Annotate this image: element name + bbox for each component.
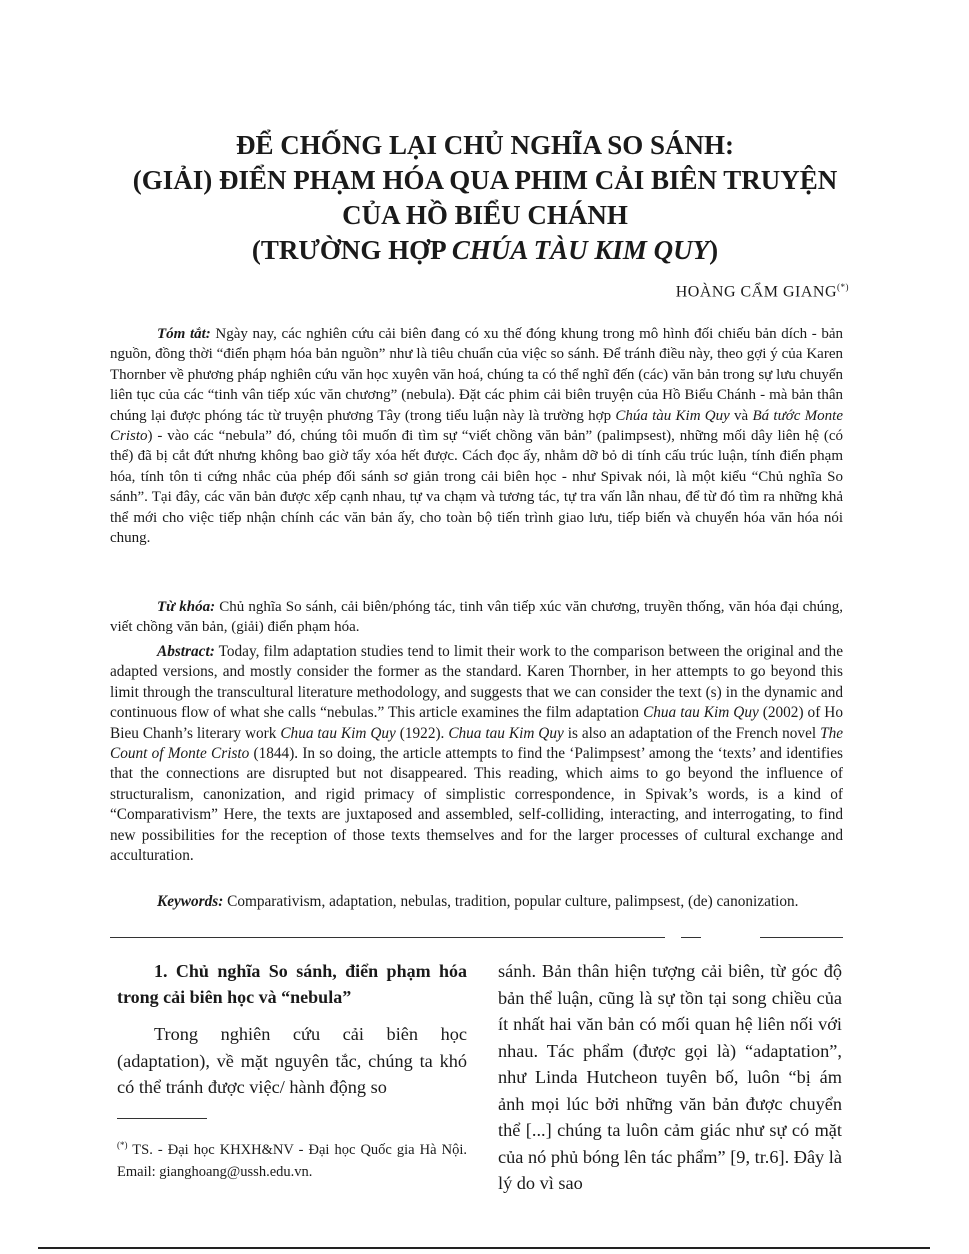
footnote-mark: (*) xyxy=(117,1140,128,1150)
separator-line-2 xyxy=(681,937,701,938)
en-abstract-italic-4: The Count of Monte Cristo xyxy=(110,724,844,763)
footnote-text: TS. - Đại học KHXH&NV - Đại học Quốc gia Hà Nội. Email: gianghoang@ussh.edu.vn. xyxy=(117,1141,467,1180)
en-keywords-text: Comparativism, adaptation, nebulas, tradition, popular culture, palimpsest, (de) canonization. xyxy=(223,893,799,910)
title-line-4-prefix: (TRƯỜNG HỢP xyxy=(251,235,452,265)
en-abstract-text-4: is also an adaptation of the French novel xyxy=(563,724,821,742)
left-column-body: Trong nghiên cứu cải biên học (adaptation), về mặt nguyên tắc, chúng ta khó có thể tránh được việc/ hành động so xyxy=(117,1024,467,1097)
english-keywords xyxy=(110,892,843,912)
en-keywords-label: Keywords: xyxy=(157,893,224,910)
en-abstract-text-3: (1922). xyxy=(395,724,449,742)
title-line-1: ĐỂ CHỐNG LẠI CHỦ NGHĨA SO SÁNH: xyxy=(235,130,735,160)
article-title xyxy=(120,128,850,268)
right-column xyxy=(498,958,842,1197)
author-line xyxy=(676,282,849,301)
vi-abstract-text-2: và xyxy=(729,407,753,424)
vi-abstract-text-1: Ngày nay, các nghiên cứu cải biên đang có xu thế đóng khung trong mô hình đối chiếu bản dích - bản nguồn, đồng thời “điển phạm hóa bản nguồn” như là tiêu chuẩn của việc so sánh. Để tránh điều này, theo gợi ý của Karen Thornber về phương pháp nghiên cứu văn học xuyên văn hoá, chúng ta có thể nghĩ đến (các) văn bản trong sự lưu chuyển liên tục của các “tinh vân tiếp xúc văn chương” (nebula). Đặt các phim cải biên truyện của Hồ Biểu Chánh - mà bản thân chúng lại được phóng tác từ truyện phương Tây (trong tiểu luận này là trường hợp xyxy=(110,326,843,424)
vi-abstract-label: Tóm tắt: xyxy=(157,326,211,342)
vietnamese-keywords xyxy=(110,597,843,638)
section-heading: 1. Chủ nghĩa So sánh, điển phạm hóa trong cải biên học và “nebula” xyxy=(117,961,467,1007)
title-line-4-suffix: ) xyxy=(709,235,719,265)
en-abstract-text-1: Today, film adaptation studies tend to limit their work to the comparison between the original and the adapted versions, and mostly consider the former as the standard. Karen Thornber, in her attempts to go beyond this limit through the transcultural literature methodology, and suggests that we can consider the text (s) in the dynamic and continuous flow of what she calls “nebulas.” This article examines the film adaptation xyxy=(110,643,843,722)
separator-line-1 xyxy=(110,937,665,938)
vi-abstract-italic-2: Bá tước Monte Cristo xyxy=(110,407,843,445)
title-film-name: CHÚA TÀU KIM QUY xyxy=(451,235,710,265)
title-line-4 xyxy=(120,233,850,268)
author-name: HOÀNG CẨM GIANG xyxy=(675,283,837,301)
title-line-3: CỦA HỒ BIỂU CHÁNH xyxy=(342,200,628,230)
en-abstract-italic-2: Chua tau Kim Quy xyxy=(280,724,396,742)
en-abstract-text-5: (1844). In so doing, the article attempts to find the ‘Palimpsest’ among the ‘texts’ and identifies that the connections are disrupted but not disappeared. This reading, which aims to go beyond the influence of structuralism, canonization, and rigid primacy of simplistic correspondence, in Spivak’s words, is a kind of “Comparativism” Here, the texts are juxtaposed and assembled, self-colliding, interacting, and interrogating, to find new possibilities for the reception of those texts themselves and for the larger processes of cultural exchange and acculturation. xyxy=(110,745,843,865)
en-abstract-text-2: (2002) of Ho Bieu Chanh’s literary work xyxy=(110,704,843,742)
left-column xyxy=(117,958,467,1101)
vi-abstract-text-3: ) - vào các “nebula” đó, chúng tôi muốn đi tìm sự “viết chồng văn bản” (palimpsest), những mối dây liên hệ (có thể) đã bị cắt đứt nhưng không bao giờ tẩy xóa hết được. Cách đọc ấy, nhằm dỡ bỏ di tính cấu trúc luận, tính điển phạm hóa, tính tôn ti cứng nhắc của phép đối sánh sơ giản trong cải biên học - như Spivak nói, là một kiểu “Chủ nghĩa So sánh”. Tại đây, các văn bản được xếp cạnh nhau, tự va chạm và tương tác, tự tra vấn lẫn nhau, để từ đó tìm ra những khả thể mới cho việc tiếp nhận chính các văn bản ấy, cho toàn bộ tiến trình giao lưu, tiếp biến và chuyển hóa văn hóa nói chung. xyxy=(110,428,843,547)
footnote-rule xyxy=(117,1118,207,1119)
separator-line-3 xyxy=(760,937,843,938)
en-abstract-italic-1: Chua tau Kim Quy xyxy=(643,704,759,722)
vi-keywords-text: Chủ nghĩa So sánh, cải biên/phóng tác, tinh vân tiếp xúc văn chương, truyền thống, văn hóa đại chúng, viết chồng văn bản, (giải) điển phạm hóa. xyxy=(110,599,843,636)
footnote xyxy=(117,1134,467,1183)
vi-keywords-label: Từ khóa: xyxy=(157,599,216,615)
vietnamese-abstract xyxy=(110,324,843,548)
bottom-rule xyxy=(38,1247,930,1249)
vi-abstract-italic-1: Chúa tàu Kim Quy xyxy=(615,407,730,424)
en-abstract-italic-3: Chua tau Kim Quy xyxy=(448,724,564,742)
author-footnote-mark: (*) xyxy=(837,282,849,292)
right-column-body: sánh. Bản thân hiện tượng cải biên, từ góc độ bản thể luận, cũng là sự tồn tại song chiều của ít nhất hai văn bản có mối quan hệ liên nối với nhau. Tác phẩm (được gọi là) “adaptation”, như Linda Hutcheon tuyên bố, luôn “bị ám ảnh mọi lúc bởi những văn bản được chuyển thể [...] chúng ta luôn cảm giác như sự có mặt của nó phủ bóng lên tác phẩm” [9, tr.6]. Đây là lý do vì sao xyxy=(498,961,842,1193)
en-abstract-label: Abstract: xyxy=(157,643,215,660)
english-abstract xyxy=(110,642,843,866)
title-line-2: (GIẢI) ĐIỂN PHẠM HÓA QUA PHIM CẢI BIÊN TRUYỆN xyxy=(132,165,838,195)
